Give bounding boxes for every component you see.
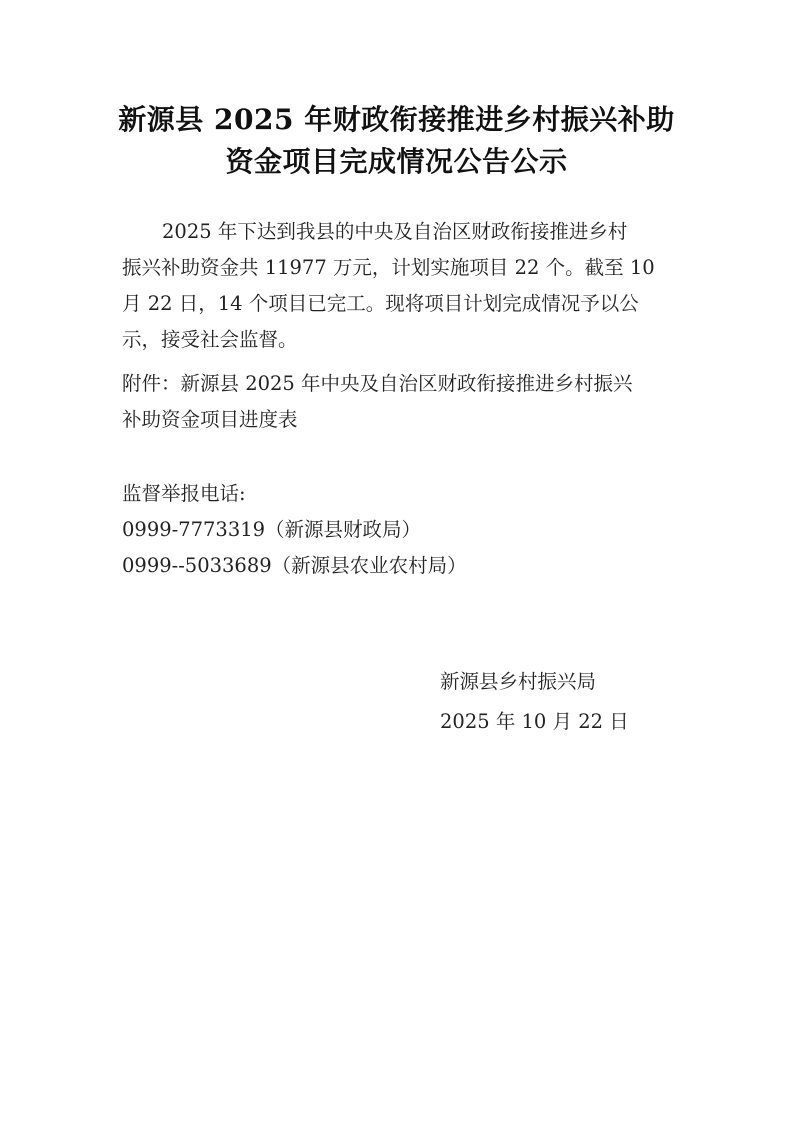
body-paragraph-line-1: 2025 年下达到我县的中央及自治区财政衔接推进乡村 <box>162 220 628 243</box>
attachment-line-1: 附件：新源县 2025 年中央及自治区财政衔接推进乡村振兴 <box>122 372 633 395</box>
contact-phone-finance-bureau: 0999-7773319（新源县财政局） <box>122 518 422 541</box>
signature-organization: 新源县乡村振兴局 <box>440 670 597 693</box>
contact-phone-agriculture-bureau: 0999--5033689（新源县农业农村局） <box>122 554 467 577</box>
signature-date: 2025 年 10 月 22 日 <box>440 710 629 733</box>
body-paragraph-line-3: 月 22 日，14 个项目已完工。现将项目计划完成情况予以公 <box>122 292 639 315</box>
attachment-line-2: 补助资金项目进度表 <box>122 408 298 431</box>
document-title-line-2: 资金项目完成情况公告公示 <box>225 145 568 178</box>
body-paragraph-line-4: 示，接受社会监督。 <box>122 328 298 351</box>
contact-heading: 监督举报电话: <box>122 482 246 505</box>
document-title-line-1: 新源县 2025 年财政衔接推进乡村振兴补助 <box>118 103 675 136</box>
body-paragraph-line-2: 振兴补助资金共 11977 万元，计划实施项目 22 个。截至 10 <box>122 256 655 279</box>
